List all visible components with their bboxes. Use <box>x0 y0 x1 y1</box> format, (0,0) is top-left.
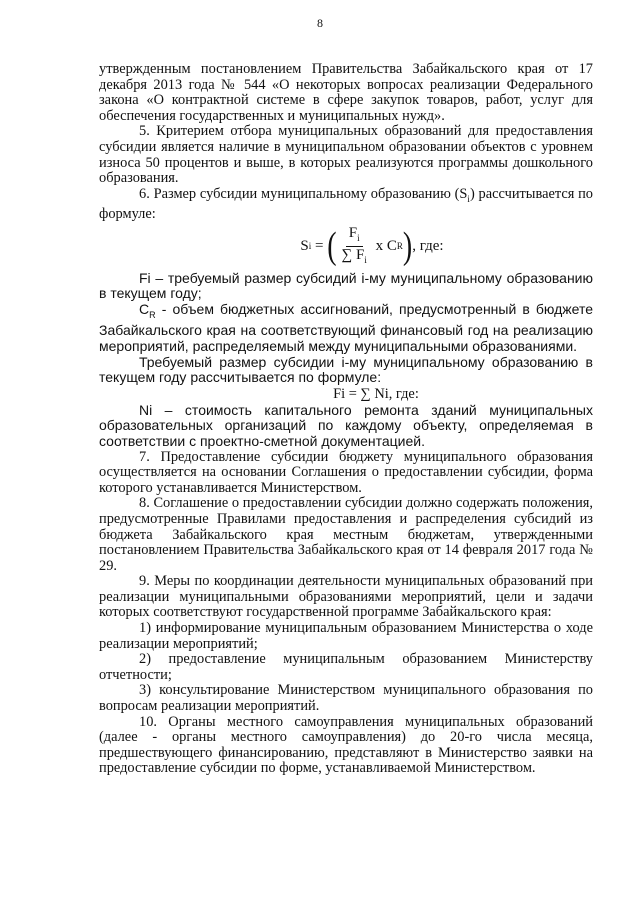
document-body <box>99 62 593 777</box>
cr-sub: R <box>149 309 156 320</box>
subsidy-formula <box>151 225 593 269</box>
denominator-symbol: ∑ F <box>341 247 365 264</box>
paragraph-6-text-a: 6. Размер субсидии муниципальному образованию (S <box>139 185 468 202</box>
required-size-text: Требуемый размер субсидии i-му муниципальному образованию в текущем году рассчитывается по формуле: <box>99 353 593 386</box>
paragraph-6 <box>99 187 593 223</box>
formula-lhs-sub: i <box>308 241 312 252</box>
cr-text: - объем бюджетных ассигнований, предусмотренный в бюджете Забайкальского края на соответствующий финансовый год на реализацию мероприятий, распределяемый между муниципальными образованиями. <box>99 301 593 354</box>
cr-definition <box>99 302 593 355</box>
page-number: 8 <box>317 16 323 30</box>
paragraph-continuation: утвержденным постановлением Правительства Забайкальского края от 17 декабря 2013 года № 544 «О некоторых вопросах реализации Федерального закона «О контрактной системе в сфере закупок товаров, работ, услуг для обеспечения государственных и муниципальных нужд». <box>99 61 593 124</box>
formula-close-paren: ) <box>402 225 413 268</box>
paragraph-5: 5. Критерием отбора муниципальных образований для предоставления субсидии является наличие в муниципальном образовании объектов с уровнем износа 50 процентов и выше, в которых реализуются программы дошкольного образования. <box>99 123 593 187</box>
formula-tail: , где: <box>412 238 444 255</box>
denominator-sub: i <box>364 255 367 266</box>
paragraph-6-subscript: i <box>467 193 470 204</box>
formula-denominator <box>339 247 370 268</box>
paragraph-9-item-1: 1) информирование муниципальным образованием Министерства о ходе реализации мероприятий; <box>99 620 593 652</box>
ni-definition: Ni – стоимость капитального ремонта зданий муниципальных образовательных организаций по каждому объекту, определяемая в соответствии с проектно-сметной документацией. <box>99 401 593 449</box>
paragraph-7: 7. Предоставление субсидии бюджету муниципального образования осуществляется на основании Соглашения о предоставлении субсидии, форма которого устанавливается Министерством. <box>99 448 593 496</box>
fi-formula: Fi = ∑ Ni, где: <box>333 385 419 402</box>
paragraph-10: 10. Органы местного самоуправления муниципальных образований (далее - органы местного самоуправления) до 20-го числа месяца, предшествующего финансированию, представляют в Министерство заявки на предоставление субсидии по форме, устанавливаемой Министерством. <box>99 713 593 777</box>
paragraph-8: 8. Соглашение о предоставлении субсидии должно содержать положения, предусмотренные Правилами предоставления и распределения субсидий из бюджета Забайкальского края местным бюджетам, утвержденными постановлением Правительства Забайкальского края от 14 февраля 2017 года № 29. <box>99 495 593 574</box>
formula-fraction <box>339 225 370 268</box>
formula-times-sub: R <box>396 241 403 252</box>
paragraph-9-item-3: 3) консультирование Министерством муниципального образования по вопросам реализации мероприятий. <box>99 682 593 715</box>
paragraph-9: 9. Меры по координации деятельности муниципальных образований при реализации муниципальными образованиями мероприятий, цели и задачи которых соответствуют государственной программе Забайкальского края: <box>99 573 593 621</box>
formula-times: x C <box>371 238 397 255</box>
formula-numerator <box>346 225 363 247</box>
formula-equals: = <box>311 238 328 255</box>
numerator-sub: i <box>357 233 360 244</box>
numerator-symbol: F <box>348 225 358 242</box>
paragraph-6-text-b: ) рассчитывается по формуле: <box>99 185 593 223</box>
paragraph-9-item-2: 2) предоставление муниципальным образованием Министерству отчетности; <box>99 651 593 683</box>
fi-definition: Fi – требуемый размер субсидий i-му муниципальному образованию в текущем году; <box>99 269 593 302</box>
formula-open-paren: ( <box>327 225 337 268</box>
formula-lhs: S <box>300 238 309 255</box>
cr-symbol: C <box>139 301 150 317</box>
